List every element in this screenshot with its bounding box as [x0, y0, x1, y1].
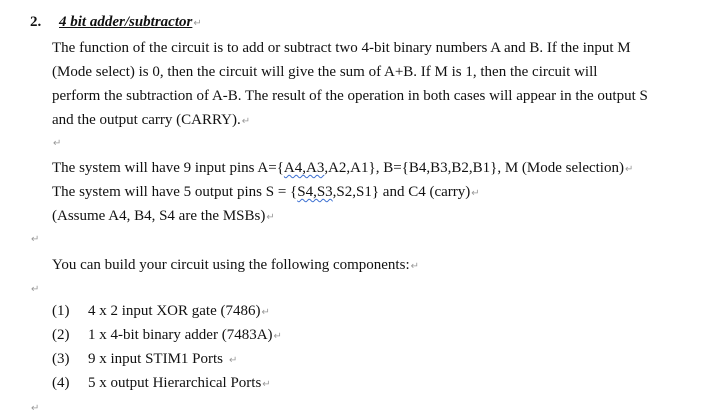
inputs-text-squiggle: A4,A3 [283, 160, 325, 176]
list-item-text: 1 x 4-bit binary adder (7483A) [88, 327, 273, 343]
section-number: 2. [30, 14, 42, 30]
paragraph-mark-icon: ↵ [193, 18, 202, 29]
paragraph-mark-icon: ↵ [261, 307, 270, 318]
paragraph-mark-icon: ↵ [31, 403, 40, 414]
list-item-number: (2) [52, 327, 70, 343]
list-item-number: (4) [52, 375, 70, 391]
list-item [52, 326, 282, 346]
system-assume-line [52, 207, 275, 227]
section-heading [30, 13, 202, 33]
outputs-text-squiggle: S4,S3 [297, 184, 333, 200]
components-intro-text: You can build your circuit using the following components: [52, 257, 410, 273]
list-item [52, 374, 271, 394]
inputs-text-after: ,A2,A1}, B={B4,B3,B2,B1}, M (Mode selection) [324, 160, 624, 176]
components-intro-line [52, 256, 419, 276]
list-item [52, 302, 270, 322]
paragraph-mark-icon: ↵ [229, 355, 238, 366]
paragraph-mark-icon: ↵ [410, 261, 419, 272]
paragraph-mark-icon: ↵ [262, 379, 271, 390]
list-item-text: 5 x output Hierarchical Ports [88, 375, 262, 391]
paragraph-mark-icon: ↵ [266, 212, 275, 223]
paragraph-line-4-text: and the output carry (CARRY). [52, 112, 241, 128]
list-item-text: 4 x 2 input XOR gate (7486) [88, 303, 261, 319]
section-title: 4 bit adder/subtractor [59, 14, 193, 30]
outputs-text-after: ,S2,S1} and C4 (carry) [332, 184, 471, 200]
list-item-text: 9 x input STIM1 Ports [88, 351, 224, 367]
system-inputs-line [52, 159, 633, 179]
paragraph-mark-icon: ↵ [53, 138, 62, 149]
list-item-number: (1) [52, 303, 70, 319]
paragraph-line-4 [52, 111, 250, 131]
paragraph-mark-icon: ↵ [241, 116, 251, 127]
paragraph-mark-icon: ↵ [31, 284, 40, 295]
paragraph-line-3: perform the subtraction of A-B. The result of the operation in both cases will appear in the output S [52, 88, 648, 104]
paragraph-line-1: The function of the circuit is to add or subtract two 4-bit binary numbers A and B. If the input M [52, 40, 631, 56]
paragraph-mark-icon: ↵ [31, 234, 40, 245]
list-item-number: (3) [52, 351, 70, 367]
system-outputs-line [52, 183, 480, 203]
paragraph-mark-icon: ↵ [471, 188, 480, 199]
paragraph-mark-icon: ↵ [273, 331, 282, 342]
outputs-text-before: The system will have 5 output pins S = { [52, 184, 298, 200]
inputs-text-before: The system will have 9 input pins A={ [52, 160, 284, 176]
paragraph-line-2: (Mode select) is 0, then the circuit will give the sum of A+B. If M is 1, then the circuit will [52, 64, 598, 80]
paragraph-mark-icon: ↵ [624, 164, 634, 175]
list-item [52, 350, 237, 370]
assume-text: (Assume A4, B4, S4 are the MSBs) [52, 208, 266, 224]
